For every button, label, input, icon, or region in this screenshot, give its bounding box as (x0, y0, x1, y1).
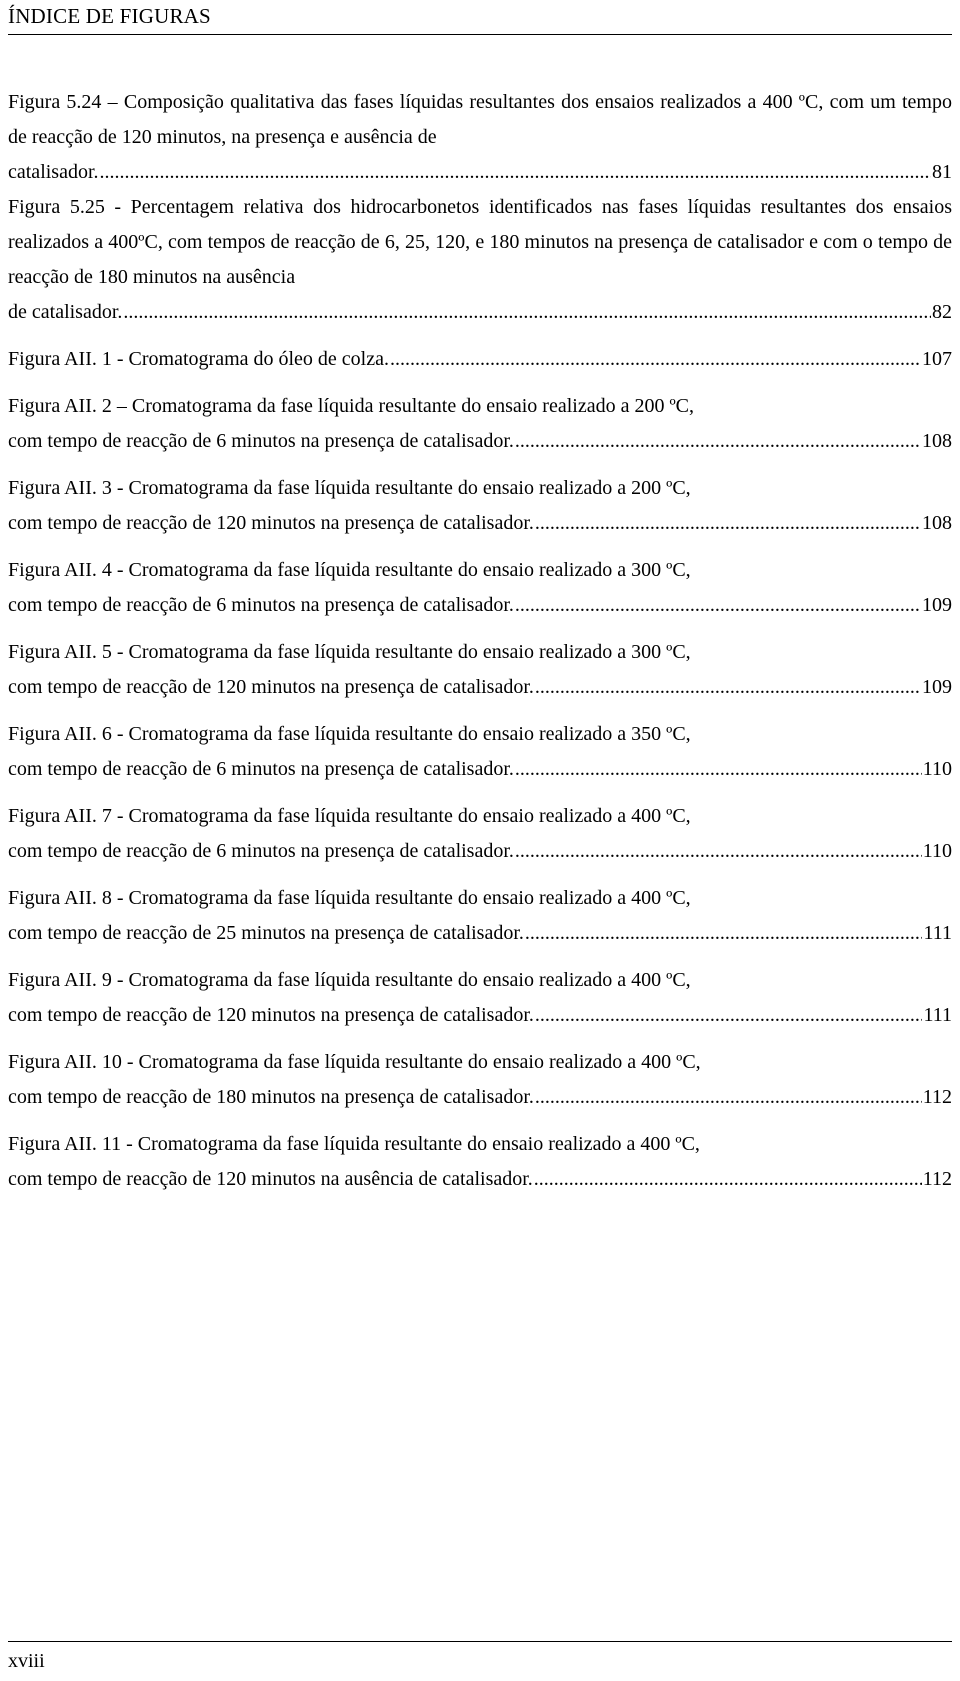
toc-entry[interactable] (8, 635, 952, 705)
dot-leader (535, 1080, 922, 1115)
toc-entry[interactable] (8, 717, 952, 787)
dot-leader (535, 670, 921, 705)
dot-leader (535, 506, 921, 541)
toc-entry-last-line (8, 998, 952, 1033)
toc-entry-lead: Figura AII. 1 - Cromatograma do óleo de colza. (8, 348, 389, 370)
toc-entry-lead: com tempo de reacção de 6 minutos na presença de catalisador. (8, 594, 514, 616)
toc-entry-last-line (8, 916, 952, 951)
dot-leader (123, 295, 931, 330)
toc-entry[interactable] (8, 799, 952, 869)
toc-entry-text: Figura AII. 3 - Cromatograma da fase líquida resultante do ensaio realizado a 200 ºC, (8, 477, 691, 499)
toc-entry-text: Figura AII. 7 - Cromatograma da fase líquida resultante do ensaio realizado a 400 ºC, (8, 805, 691, 827)
toc-page-number: 82 (932, 301, 952, 323)
toc-entry[interactable] (8, 1045, 952, 1115)
toc-entry-lead: catalisador. (8, 161, 99, 183)
toc-entry-last-line (8, 155, 952, 190)
dot-leader (534, 1162, 922, 1197)
toc-page-number: 111 (923, 922, 952, 944)
toc-page-number: 81 (932, 161, 952, 183)
toc-page-number: 110 (922, 840, 952, 862)
toc-page-number: 111 (923, 1004, 952, 1026)
toc-entry-lead: com tempo de reacção de 120 minutos na presença de catalisador. (8, 1004, 534, 1026)
toc-entry-last-line (8, 588, 952, 623)
toc-entry-text: Figura AII. 2 – Cromatograma da fase líquida resultante do ensaio realizado a 200 ºC, (8, 395, 694, 417)
toc-entry-lead: com tempo de reacção de 180 minutos na presença de catalisador. (8, 1086, 534, 1108)
toc-entry-text: Figura AII. 10 - Cromatograma da fase líquida resultante do ensaio realizado a 400 ºC, (8, 1051, 701, 1073)
dot-leader (100, 155, 931, 190)
toc-entry-last-line (8, 342, 952, 377)
page-footer (8, 1641, 952, 1672)
section-title: ÍNDICE DE FIGURAS (8, 4, 211, 28)
toc-entry-text: Figura 5.24 – Composição qualitativa das fases líquidas resultantes dos ensaios realizados a 400 ºC, com um tempo de reacção de 120 minutos, na presença e ausência de (8, 91, 952, 148)
toc-page-number: 108 (922, 430, 952, 452)
toc-entry[interactable] (8, 85, 952, 190)
toc-entry-last-line (8, 506, 952, 541)
toc-entry-lead: com tempo de reacção de 120 minutos na ausência de catalisador. (8, 1168, 533, 1190)
toc-entry[interactable] (8, 881, 952, 951)
toc-entry[interactable] (8, 553, 952, 623)
dot-leader (515, 752, 922, 787)
toc-page-number: 112 (922, 1168, 952, 1190)
toc-entry-lead: com tempo de reacção de 6 minutos na presença de catalisador. (8, 840, 514, 862)
toc-page-number: 109 (922, 594, 952, 616)
toc-entry-lead: com tempo de reacção de 25 minutos na presença de catalisador. (8, 922, 524, 944)
toc-entry-last-line (8, 1162, 952, 1197)
toc-page-number: 107 (922, 348, 952, 370)
toc-entry-last-line (8, 295, 952, 330)
toc-entry-text: Figura AII. 8 - Cromatograma da fase líquida resultante do ensaio realizado a 400 ºC, (8, 887, 691, 909)
toc-entry[interactable] (8, 1127, 952, 1197)
toc-entry-text: Figura AII. 11 - Cromatograma da fase líquida resultante do ensaio realizado a 400 ºC, (8, 1133, 700, 1155)
toc-entry-last-line (8, 1080, 952, 1115)
toc-entry-lead: com tempo de reacção de 6 minutos na presença de catalisador. (8, 758, 514, 780)
toc-page-number: 110 (922, 758, 952, 780)
toc-entry[interactable] (8, 190, 952, 330)
toc-entry[interactable] (8, 342, 952, 377)
toc-entry[interactable] (8, 389, 952, 459)
toc-entry-last-line (8, 670, 952, 705)
toc-entry-lead: de catalisador. (8, 301, 123, 323)
toc-entry-lead: com tempo de reacção de 120 minutos na presença de catalisador. (8, 512, 534, 534)
dot-leader (535, 998, 923, 1033)
toc-page-number: 108 (922, 512, 952, 534)
toc-entry-last-line (8, 752, 952, 787)
toc-entry-lead: com tempo de reacção de 120 minutos na presença de catalisador. (8, 676, 534, 698)
toc-entry[interactable] (8, 471, 952, 541)
toc-entry-text: Figura AII. 4 - Cromatograma da fase líquida resultante do ensaio realizado a 300 ºC, (8, 559, 691, 581)
page-header (8, 0, 952, 35)
page-number: xviii (8, 1650, 45, 1672)
toc-entry-lead: com tempo de reacção de 6 minutos na presença de catalisador. (8, 430, 514, 452)
toc-entry-text: Figura AII. 5 - Cromatograma da fase líquida resultante do ensaio realizado a 300 ºC, (8, 641, 691, 663)
toc-entry-text: Figura 5.25 - Percentagem relativa dos hidrocarbonetos identificados nas fases líquidas resultantes dos ensaios realizados a 400ºC, com tempos de reacção de 6, 25, 120, e 180 minutos na presença de catalisador e com o tempo de reacção de 180 minutos na ausência (8, 196, 952, 288)
dot-leader (515, 424, 921, 459)
toc-entry[interactable] (8, 963, 952, 1033)
toc-entry-last-line (8, 834, 952, 869)
toc-entry-text: Figura AII. 6 - Cromatograma da fase líquida resultante do ensaio realizado a 350 ºC, (8, 723, 691, 745)
toc-entry-last-line (8, 424, 952, 459)
dot-leader (525, 916, 923, 951)
dot-leader (390, 342, 921, 377)
toc-page-number: 112 (922, 1086, 952, 1108)
figure-index-list (8, 85, 952, 1197)
toc-entry-text: Figura AII. 9 - Cromatograma da fase líquida resultante do ensaio realizado a 400 ºC, (8, 969, 691, 991)
toc-page-number: 109 (922, 676, 952, 698)
dot-leader (515, 834, 922, 869)
dot-leader (515, 588, 921, 623)
